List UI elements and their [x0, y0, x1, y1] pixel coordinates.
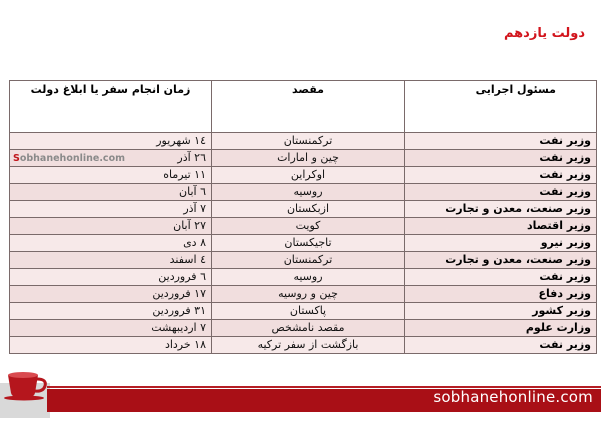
table-row	[10, 303, 597, 320]
table-row	[10, 269, 597, 286]
header-time: زمان انجام سفر یا ابلاغ دولت	[10, 81, 212, 133]
watermark-text	[12, 153, 126, 164]
cell-time: ٢٦ آذر	[10, 150, 212, 167]
cell-time: ١٧ فروردین	[10, 286, 212, 303]
cell-official: وزیر نفت	[405, 167, 597, 184]
cell-time: ٤ اسفند	[10, 252, 212, 269]
table-row	[10, 320, 597, 337]
cell-official: وزیر نفت	[405, 150, 597, 167]
cell-official: وزارت علوم	[405, 320, 597, 337]
cell-time: ٦ آبان	[10, 184, 212, 201]
cell-official: وزیر نفت	[405, 133, 597, 150]
table-row	[10, 252, 597, 269]
cell-destination: اوکراین	[212, 167, 405, 184]
cell-destination: ترکمنستان	[212, 133, 405, 150]
cell-destination: بازگشت از سفر ترکیه	[212, 337, 405, 354]
watermark-rest: obhanehonline.com	[19, 153, 125, 164]
table-row	[10, 337, 597, 354]
page-title: دولت یازدهم	[503, 26, 585, 41]
cell-time: ١١ تیرماه	[10, 167, 212, 184]
cell-time: ٣١ فروردین	[10, 303, 212, 320]
footer-url: sobhanehonline.com	[433, 388, 593, 406]
table-row	[10, 133, 597, 150]
cell-official: وزیر دفاع	[405, 286, 597, 303]
cell-destination: ازبکستان	[212, 201, 405, 218]
cell-time: ١٨ خرداد	[10, 337, 212, 354]
cell-destination: روسیه	[212, 184, 405, 201]
cell-official: وزیر کشور	[405, 303, 597, 320]
cell-time: ٨ دی	[10, 235, 212, 252]
cell-destination: چین و امارات	[212, 150, 405, 167]
cell-destination: روسیه	[212, 269, 405, 286]
trips-table	[9, 80, 597, 354]
cell-destination: چین و روسیه	[212, 286, 405, 303]
cell-destination: ترکمنستان	[212, 252, 405, 269]
cell-official: وزیر نفت	[405, 184, 597, 201]
table-row	[10, 167, 597, 184]
cell-official: وزیر صنعت، معدن و تجارت	[405, 252, 597, 269]
cell-official: وزیر اقتصاد	[405, 218, 597, 235]
cell-official: وزیر نفت	[405, 269, 597, 286]
cell-official: وزیر صنعت، معدن و تجارت	[405, 201, 597, 218]
cell-destination: تاجیکستان	[212, 235, 405, 252]
header-official: مسئول اجرایی	[405, 81, 597, 133]
table-row	[10, 235, 597, 252]
header-destination: مقصد	[212, 81, 405, 133]
cell-official: وزیر نیرو	[405, 235, 597, 252]
watermark-prefix: S	[13, 153, 20, 164]
cell-destination: کویت	[212, 218, 405, 235]
cell-time: ٦ فروردین	[10, 269, 212, 286]
cell-time: ٢٧ آبان	[10, 218, 212, 235]
table-row	[10, 286, 597, 303]
cell-destination: مقصد نامشخص	[212, 320, 405, 337]
table-row	[10, 218, 597, 235]
cell-destination: پاکستان	[212, 303, 405, 320]
cell-official: وزیر نفت	[405, 337, 597, 354]
table-header-row	[10, 81, 597, 133]
cell-time: ٧ آذر	[10, 201, 212, 218]
coffee-cup-icon	[2, 367, 54, 401]
table-row	[10, 184, 597, 201]
cell-time: ١٤ شهریور	[10, 133, 212, 150]
table-row	[10, 201, 597, 218]
cell-time: ٧ اردیبهشت	[10, 320, 212, 337]
